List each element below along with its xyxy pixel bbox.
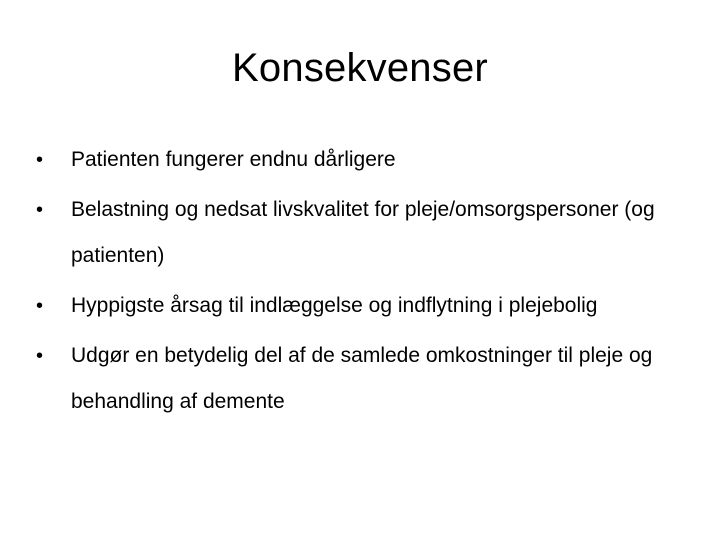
bullet-item	[36, 137, 696, 183]
bullet-text: Belastning og nedsat livskvalitet for pleje/omsorgspersoner (og patienten)	[71, 198, 655, 267]
bullet-icon: •	[36, 149, 44, 171]
bullet-text: Hyppigste årsag til indlæggelse og indflytning i plejebolig	[71, 294, 598, 317]
bullet-icon: •	[36, 199, 44, 221]
bullet-item	[36, 187, 696, 279]
bullet-icon: •	[36, 345, 44, 367]
bullet-item	[36, 333, 696, 425]
bullet-item	[36, 283, 696, 329]
bullet-text: Patienten fungerer endnu dårligere	[71, 148, 396, 171]
bullet-text: Udgør en betydelig del af de samlede omkostninger til pleje og behandling af demente	[71, 344, 653, 413]
slide-title: Konsekvenser	[232, 46, 488, 90]
bullet-list	[36, 137, 696, 429]
bullet-icon: •	[36, 295, 44, 317]
